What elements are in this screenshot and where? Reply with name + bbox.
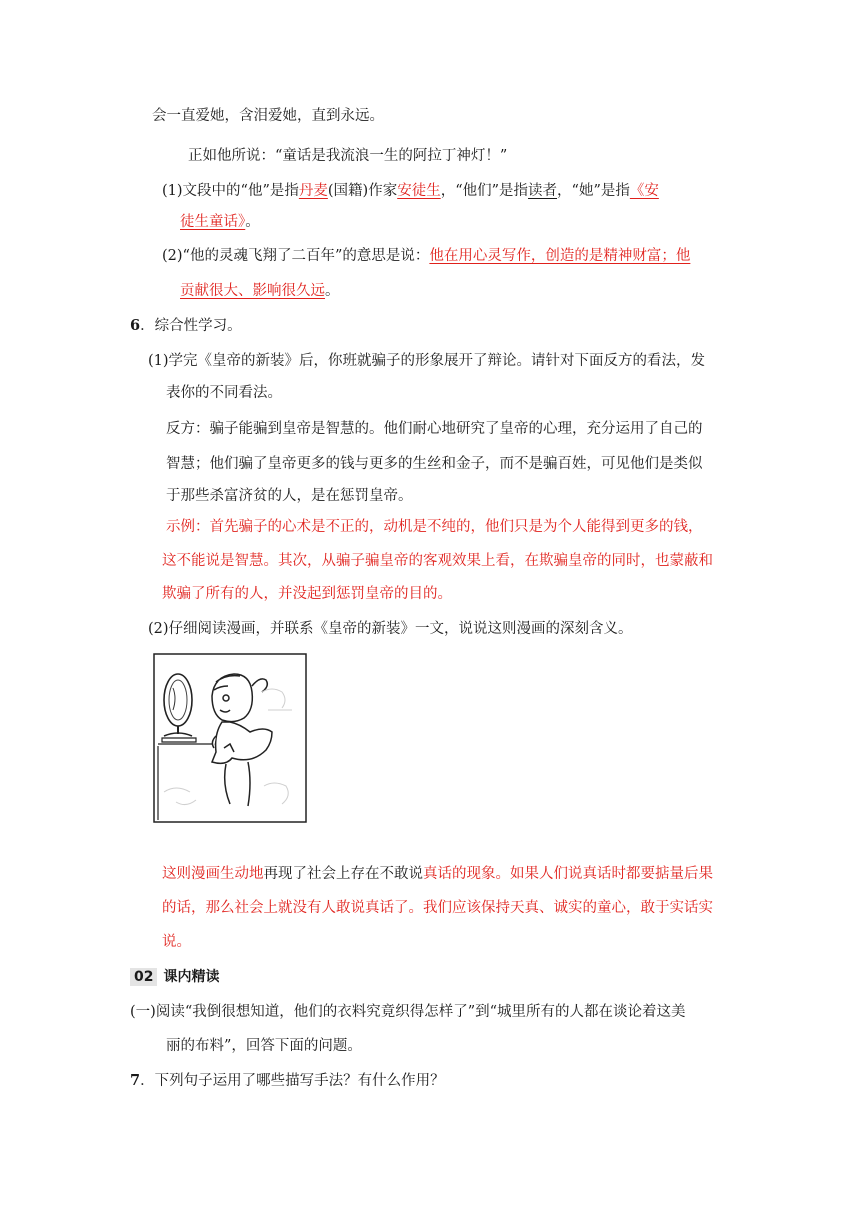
text-love-forever: 会一直爱她，含泪爱她，直到永远。 <box>152 108 384 124</box>
question-1-line-2 <box>180 212 260 232</box>
q1-text-3: ，“他们”是指 <box>440 183 529 199</box>
section-number: 02 <box>130 968 157 986</box>
q6-1-line-a <box>148 351 705 371</box>
q6-2-answer-3 <box>162 932 191 952</box>
q2-text: (2)“他的灵魂飞翔了二百年”的意思是说： <box>162 248 430 264</box>
q6-2-prompt: (2)仔细阅读漫画，并联系《皇帝的新装》一文，说说这则漫画的深刻含义。 <box>148 621 633 637</box>
q6-1-answer-text-3: 欺骗了所有的人，并没起到惩罚皇帝的目的。 <box>162 586 452 602</box>
reading-prompt-line-1 <box>130 1002 686 1022</box>
q6-2-answer-text-2: 的话，那么社会上就没有人敢说真话了。我们应该保持天真、诚实的童心，敢于实话实 <box>162 900 713 916</box>
question-1-line-1 <box>162 181 659 201</box>
q6-2-answer-1 <box>162 864 713 884</box>
q6-1-prompt-b: 表你的不同看法。 <box>166 385 282 401</box>
q1-text-4: ，“她”是指 <box>557 183 630 199</box>
q6-1-answer-2 <box>162 551 713 571</box>
q6-2-answer-text-3: 说。 <box>162 934 191 950</box>
question-7-heading <box>130 1071 445 1091</box>
q6-1-answer-1 <box>166 517 703 537</box>
answer-soul-part1: 他在用心灵写作，创造的是精神财富；他 <box>429 248 691 264</box>
question-6-number: 6 <box>130 317 141 334</box>
question-2-line-2 <box>180 281 340 301</box>
q6-1-opposing-b: 智慧；他们骗了皇帝更多的钱与更多的生丝和金子，而不是骗百姓，可见他们是类似 <box>166 456 703 472</box>
q6-1-line-b <box>166 383 282 403</box>
q6-1-answer-text-2: 这不能说是智慧。其次，从骗子骗皇帝的客观效果上看，在欺骗皇帝的同时，也蒙蔽和 <box>162 553 713 569</box>
cartoon-illustration <box>152 652 308 824</box>
text-line-1 <box>152 106 384 126</box>
answer-readers: 读者 <box>528 183 558 199</box>
q6-1-opposing-c: 于那些杀富济贫的人，是在惩罚皇帝。 <box>166 488 413 504</box>
section-title: 课内精读 <box>163 969 220 985</box>
reading-prompt-a: (一)阅读“我倒很想知道，他们的衣料究竟织得怎样了”到“城里所有的人都在谈论着这美 <box>130 1004 686 1020</box>
q6-2-answer-text-1a: 这则漫画生动地 <box>162 866 264 882</box>
answer-book-part1: 《安 <box>629 183 659 199</box>
q1-period: 。 <box>245 214 260 230</box>
question-6-heading <box>130 316 242 336</box>
answer-book-part2: 徒生童话》 <box>180 214 246 230</box>
section-heading <box>130 967 219 987</box>
q6-2-answer-text-1b: 再现了社会上存在不敢说 <box>263 866 423 882</box>
q6-1-line-e <box>166 486 413 506</box>
q1-text-2: (国籍)作家 <box>327 183 398 199</box>
reading-prompt-b: 丽的布料”，回答下面的问题。 <box>166 1038 362 1054</box>
q2-period: 。 <box>325 283 340 299</box>
question-7-title: ．下列句子运用了哪些描写手法？有什么作用？ <box>140 1073 445 1089</box>
answer-soul-part2: 贡献很大、影响很久远 <box>180 283 325 299</box>
q6-1-answer-text-1: 示例：首先骗子的心术是不正的，动机是不纯的，他们只是为个人能得到更多的钱， <box>166 519 703 535</box>
q6-2-line-a <box>148 619 633 639</box>
question-6-title: ．综合性学习。 <box>140 318 242 334</box>
q6-1-prompt-a: (1)学完《皇帝的新装》后，你班就骗子的形象展开了辩论。请针对下面反方的看法，发 <box>148 353 706 369</box>
reading-prompt-line-2 <box>166 1036 362 1056</box>
q6-1-opposing-a: 反方：骗子能骗到皇帝是智慧的。他们耐心地研究了皇帝的心理，充分运用了自己的 <box>166 421 703 437</box>
question-7-number: 7 <box>130 1072 141 1089</box>
q6-1-line-d <box>166 454 703 474</box>
text-line-2 <box>188 146 507 166</box>
q6-1-answer-3 <box>162 584 452 604</box>
q6-2-answer-2 <box>162 898 713 918</box>
answer-country: 丹麦 <box>298 183 328 199</box>
answer-author: 安徒生 <box>397 183 441 199</box>
q6-2-answer-text-1c: 真话的现象。如果人们说真话时都要掂量后果 <box>423 866 713 882</box>
q1-text-1: (1)文段中的“他”是指 <box>162 183 299 199</box>
question-2-line-1 <box>162 246 690 266</box>
q6-1-line-c <box>166 419 703 439</box>
text-quote-aladdin: 正如他所说：“童话是我流浪一生的阿拉丁神灯！” <box>188 148 508 164</box>
